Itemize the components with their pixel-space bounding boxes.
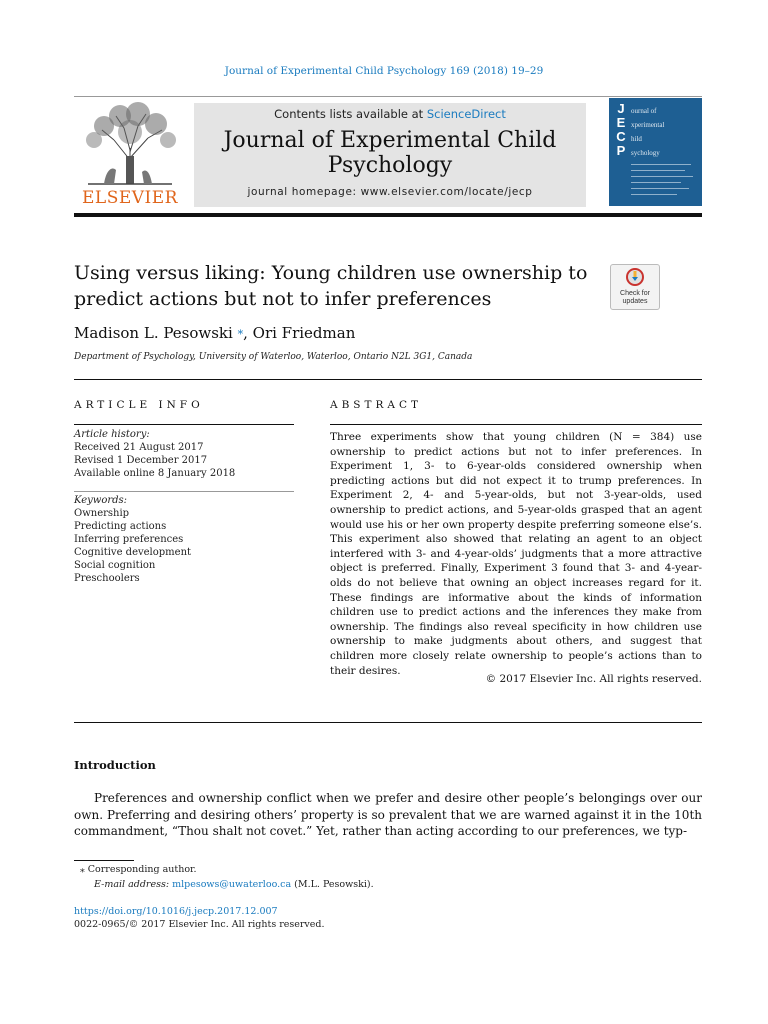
cover-text-line	[631, 188, 689, 189]
journal-title: Journal of Experimental Child Psychology	[223, 128, 557, 178]
keywords-label: Keywords:	[74, 495, 128, 506]
check-for-updates-button[interactable]	[610, 264, 660, 310]
email-link[interactable]: mlpesows@uwaterloo.ca	[172, 879, 292, 890]
cover-letters	[613, 102, 629, 158]
keyword: Ownership	[74, 508, 130, 519]
corresponding-author-note: ⁎ Corresponding author.	[80, 864, 197, 875]
cover-text-line	[631, 182, 681, 183]
author-affiliation: Department of Psychology, University of Waterloo, Waterloo, Ontario N2L 3G1, Canada	[74, 352, 473, 362]
elsevier-wordmark: ELSEVIER	[82, 188, 178, 208]
keyword: Preschoolers	[74, 573, 140, 584]
history-entry: Received 21 August 2017	[74, 442, 204, 453]
keywords	[74, 494, 294, 585]
history-entry: Revised 1 December 2017	[74, 455, 208, 466]
history-entry: Available online 8 January 2018	[74, 468, 236, 479]
author-separator: ,	[243, 324, 253, 342]
author-name: Ori Friedman	[252, 324, 356, 342]
divider	[74, 491, 294, 492]
cover-word: ournal of	[631, 107, 657, 115]
journal-cover-image	[609, 98, 702, 206]
divider	[74, 424, 294, 425]
cover-words	[631, 104, 664, 160]
doi-link[interactable]: https://doi.org/10.1016/j.jecp.2017.12.007	[74, 906, 278, 917]
email-label: E-mail address:	[94, 879, 170, 890]
check-updates-label-line: updates	[622, 298, 648, 305]
cover-text-line	[631, 170, 685, 171]
footnote-rule	[74, 860, 134, 861]
check-updates-label-line: Check for	[620, 290, 650, 297]
check-updates-icon	[626, 268, 644, 286]
body-paragraph: Preferences and ownership conflict when we prefer and desire other people’s belongings over our own. Preferring and desiring others’ property is so prevalent that we are warned against it in the 10th commandment, “Thou shalt not covet.” Yet, rather than acting according to our preferences, we typ-	[74, 791, 702, 838]
abstract-copyright: © 2017 Elsevier Inc. All rights reserved.	[485, 673, 702, 685]
cover-letter: J	[617, 101, 625, 116]
masthead-top-rule	[74, 96, 702, 97]
masthead-bottom-rule	[74, 213, 702, 217]
divider	[74, 722, 702, 723]
keyword: Cognitive development	[74, 547, 192, 558]
cover-letter: C	[616, 129, 626, 144]
abstract-heading: ABSTRACT	[330, 399, 423, 411]
cover-letter: P	[616, 143, 626, 158]
elsevier-logo	[74, 100, 186, 208]
issn-copyright: 0022-0965/© 2017 Elsevier Inc. All rights reserved.	[74, 919, 325, 930]
sciencedirect-link[interactable]: ScienceDirect	[426, 107, 506, 121]
check-updates-label	[611, 290, 659, 306]
cover-text-line	[631, 176, 693, 177]
article-title: Using versus liking: Young children use ownership to predict actions but not to infer preferences	[74, 262, 588, 310]
article-info-heading: ARTICLE INFO	[74, 399, 204, 411]
cover-letter: E	[616, 115, 626, 130]
article-history	[74, 428, 294, 480]
section-heading: Introduction	[74, 758, 156, 772]
cover-word: sychology	[631, 149, 660, 157]
contents-line	[194, 107, 586, 121]
keyword: Inferring preferences	[74, 534, 184, 545]
divider	[330, 424, 702, 425]
contents-prefix: Contents lists available at	[274, 107, 427, 121]
keyword: Social cognition	[74, 560, 156, 571]
author-list	[74, 324, 355, 342]
elsevier-tree-icon	[74, 100, 186, 186]
cover-text-line	[631, 194, 677, 195]
journal-homepage[interactable]: journal homepage: www.elsevier.com/locate/jecp	[247, 186, 533, 198]
cover-text-line	[631, 164, 691, 165]
author-name: Madison L. Pesowski	[74, 324, 233, 342]
cover-word: xperimental	[631, 121, 665, 129]
email-suffix: (M.L. Pesowski).	[291, 879, 374, 890]
cover-word: hild	[631, 135, 642, 143]
email-note	[94, 879, 374, 890]
corresponding-author-marker[interactable]: ⁎	[237, 324, 244, 337]
journal-citation[interactable]: Journal of Experimental Child Psychology 169 (2018) 19–29	[224, 65, 544, 77]
divider	[74, 379, 702, 380]
abstract-text: Three experiments show that young children (N = 384) use ownership to predict actions but not to infer preferences. In Experiment 1, 3- to 6-year-olds considered ownership when predicting actions but did not expect it to trump preferences. In Experiment 2, 4- and 5-year-olds, but not 3-year-olds, used ownership to predict actions, and 5-year-olds grasped that an agent would use his or her own property despite preferring someone else’s. This experiment also showed that relating an agent to an object interfered with 3- and 4-year-olds’ judgments that a more attractive object is preferred. Finally, Experiment 3 found that 3- and 4-year-olds do not believe that owning an object increases regard for it. These findings are informative about the kinds of information children use to predict actions and the inferences they make from ownership. The findings also reveal specificity in how children use ownership to make judgments about others, and suggest that children more closely relate ownership to people’s actions than to their desires.	[330, 431, 702, 677]
history-label: Article history:	[74, 429, 150, 440]
keyword: Predicting actions	[74, 521, 167, 532]
